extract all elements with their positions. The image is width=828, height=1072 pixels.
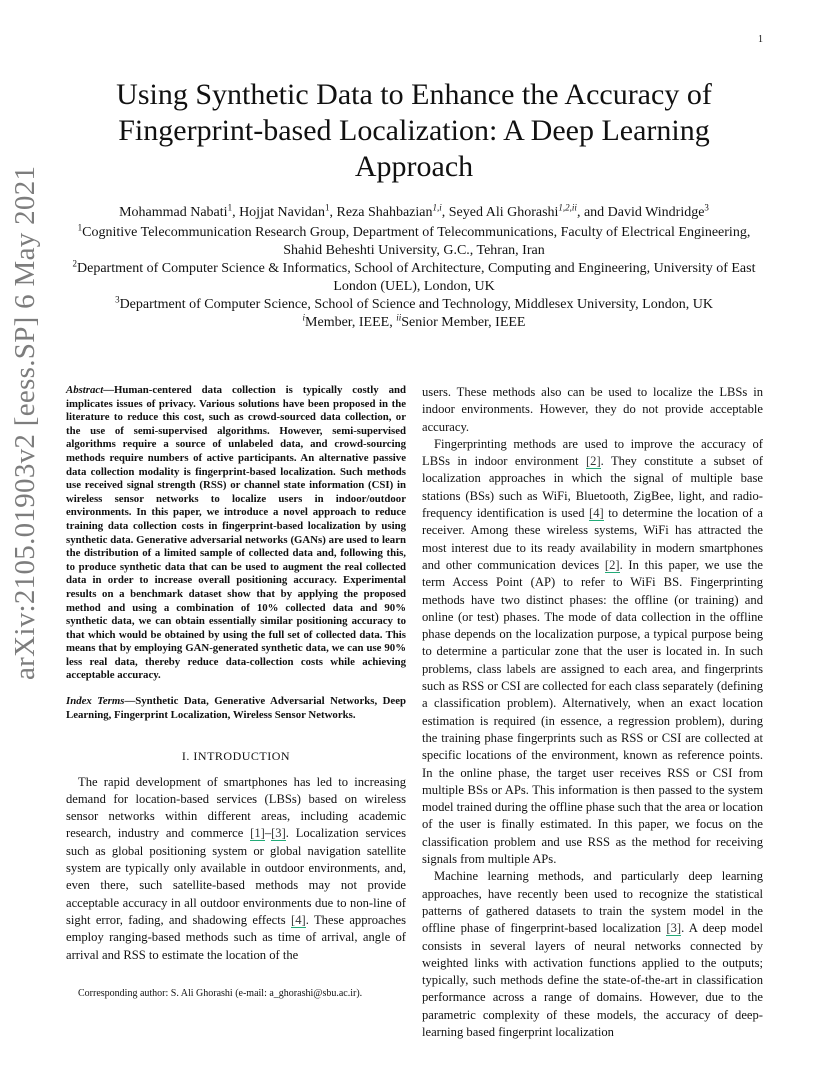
index-terms xyxy=(66,695,406,722)
index-terms-body: —Synthetic Data, Generative Adversarial Networks, Deep Learning, Fingerprint Localization, Wireless Sensor Networks. xyxy=(66,695,406,721)
author-sup: 1,2,ii xyxy=(558,202,577,213)
affiliation-text: Department of Computer Science & Informatics, School of Architecture, Computing and Engineering, University of East London (UEL), London, UK xyxy=(77,261,756,294)
affiliation-2 xyxy=(60,260,768,296)
abstract-lead: Abstract xyxy=(66,384,104,396)
intro-text: . These approaches employ ranging-based methods such as time of arrival, angle of arrival and RSS to estimate the location of the xyxy=(66,912,406,962)
paper-title xyxy=(60,77,768,185)
author-name: Mohammad Nabati xyxy=(119,205,228,220)
citation-link[interactable]: [4] xyxy=(291,912,306,927)
affiliation-text: Department of Computer Science, School of Science and Technology, Middlesex University, London, UK xyxy=(119,297,713,312)
member-sup: i xyxy=(302,312,306,323)
citation-link[interactable]: [3] xyxy=(666,921,682,936)
citation-link[interactable]: [3] xyxy=(271,826,286,841)
affiliation-sup: 2 xyxy=(72,258,78,269)
author-name: , Seyed Ali Ghorashi xyxy=(441,205,559,220)
affiliation-text: Cognitive Telecommunication Research Group, Department of Telecommunications, Faculty of Electrical Engineering, Shahid Beheshti University, G.C., Tehran, Iran xyxy=(82,225,751,258)
author-sup: 1 xyxy=(324,202,330,213)
index-terms-lead: Index Terms xyxy=(66,695,125,708)
citation-link[interactable]: [2] xyxy=(585,454,601,469)
affiliation-1 xyxy=(60,224,768,260)
citation-link[interactable]: [1] xyxy=(250,826,265,841)
affiliation-sup: 3 xyxy=(115,294,120,305)
body-text: . They constitute a subset of localization approaches in which the signal of multiple base stations (BSs) such as WiFi, Bluetooth, ZigBee, light, and radio-frequency identification is used xyxy=(422,454,763,521)
membership-note xyxy=(60,314,768,332)
senior-text: Senior Member, IEEE xyxy=(401,315,526,330)
affiliation-3 xyxy=(60,296,768,314)
author-sup: 1 xyxy=(227,202,233,213)
arxiv-stamp: arXiv:2105.01903v2 [eess.SP] 6 May 2021 xyxy=(9,165,41,680)
abstract-body: —Human-centered data collection is typically costly and implicates issues of privacy. Various solutions have been proposed in the literature to reduce this cost, such as crowd-sourced data collection, or the use of semi-supervised algorithms. However, semi-supervised algorithms require a source of unlabeled data, and crowd-sourcing methods require numbers of active participants. An alternative passive data collection modality is fingerprint-based localization. Such methods use received signal strength (RSS) or channel state information (CSI) in wireless sensor networks to localize users in indoor/outdoor environments. In this paper, we introduce a novel approach to reduce training data collection costs in fingerprint-based localization by using synthetic data. Generative adversarial networks (GANs) are used to learn the distribution of a limited sample of collected data and, following this, to produce synthetic data that can be used to augment the real collected data in order to increase overall positioning accuracy. Experimental results on a benchmark dataset show that by applying the proposed method and using a combination of 10% collected data and 90% synthetic data, we can obtain essentially similar positioning accuracy to that which would be obtained by using the full set of collected data. This means that by employing GAN-generated synthetic data, we can use 90% less real data, thereby reduce data-collection costs while achieving acceptable accuracy. xyxy=(66,384,406,682)
section-heading: I. INTRODUCTION xyxy=(181,749,291,764)
body-text: Fingerprinting methods are used to improve the accuracy of LBSs in indoor environment xyxy=(422,436,763,469)
body-paragraph xyxy=(422,868,763,1041)
abstract xyxy=(66,384,406,683)
body-text: to determine the location of a receiver. Among these wireless systems, WiFi has attracted the most interest due to its ready availability in modern smartphones and other communication devices xyxy=(422,506,763,572)
intro-text: The rapid development of smartphones has led to increasing demand for location-based services (LBSs) based on wireless sensor networks within different areas, including academic research, industry and commerce xyxy=(66,774,406,841)
intro-paragraph xyxy=(66,774,406,964)
footnote: Corresponding author: S. Ali Ghorashi (e-mail: a_ghorashi@sbu.ac.ir). xyxy=(78,988,363,999)
body-text: . A deep model consists in several layers of neural networks connected by weighted links with activation functions applied to the outputs; typically, such methods define the state-of-the-art in classification performance across a range of domains. However, due to the parametric complexity of these models, the accuracy of deep-learning based fingerprint localization xyxy=(422,921,763,1039)
citation-link[interactable]: [2] xyxy=(604,557,620,572)
title-line-3: Approach xyxy=(354,150,474,183)
author-sup: 3 xyxy=(704,202,709,213)
body-text: Machine learning methods, and particularly deep learning approaches, have recently been used to recognize the statistical patterns of gathered datasets to train the system model in the offline phase of fingerprint-based localization xyxy=(422,869,763,936)
right-column xyxy=(422,384,763,1041)
intro-text: . Localization services such as global positioning system or global navigation satellite system are typically only available in outdoor environments, and, even there, such satellite-based methods may not provide acceptable accuracy in all outdoor environments due to non-line of sight error, fading, and shadowing effects xyxy=(66,826,407,927)
body-paragraph: users. These methods also can be used to localize the LBSs in indoor environments. However, they do not provide acceptable accuracy. xyxy=(422,385,763,434)
affiliation-sup: 1 xyxy=(77,222,83,233)
title-line-1: Using Synthetic Data to Enhance the Accuracy of xyxy=(116,78,712,111)
body-text: . In this paper, we use the term Access Point (AP) to refer to WiFi BS. Fingerprinting methods have two distinct phases: the offline (or training) and online (or test) phases. The mode of data collection in the offline phase depends on the localization purpose, a typical purpose being to determine a particular zone that the user is located in. In such problems, class labels are assigned to each area, and fingerprints such as RSS or CSI are collected for each class separately (defining a classification problem). Alternatively, when an exact location estimation is required (in essence, a regression problem), during the training phase fingerprints such as RSS or CSI are collected at specific locations of the environment, known as reference points. In the online phase, the target user receives RSS or CSI from multiple BSs or APs. This information is then passed to the system model trained during the offline phase such that the area or location of the user is finally estimated. In this paper, we focus on the classification problem and use RSS as the method for receiving signals from multiple APs. xyxy=(422,557,763,867)
body-paragraph xyxy=(422,436,763,868)
intro-text: – xyxy=(264,826,272,841)
citation-link[interactable]: [4] xyxy=(589,506,604,521)
author-list xyxy=(60,204,768,222)
author-sup: 1,i xyxy=(432,202,442,213)
author-name: , Reza Shahbazian xyxy=(329,205,433,220)
senior-sup: ii xyxy=(396,312,402,323)
author-name: , and David Windridge xyxy=(576,205,705,220)
left-column xyxy=(66,384,406,964)
page-number: 1 xyxy=(758,34,763,45)
title-line-2: Fingerprint-based Localization: A Deep Learning xyxy=(118,114,710,147)
member-text: Member, IEEE, xyxy=(305,315,397,330)
author-name: , Hojjat Navidan xyxy=(232,205,325,220)
